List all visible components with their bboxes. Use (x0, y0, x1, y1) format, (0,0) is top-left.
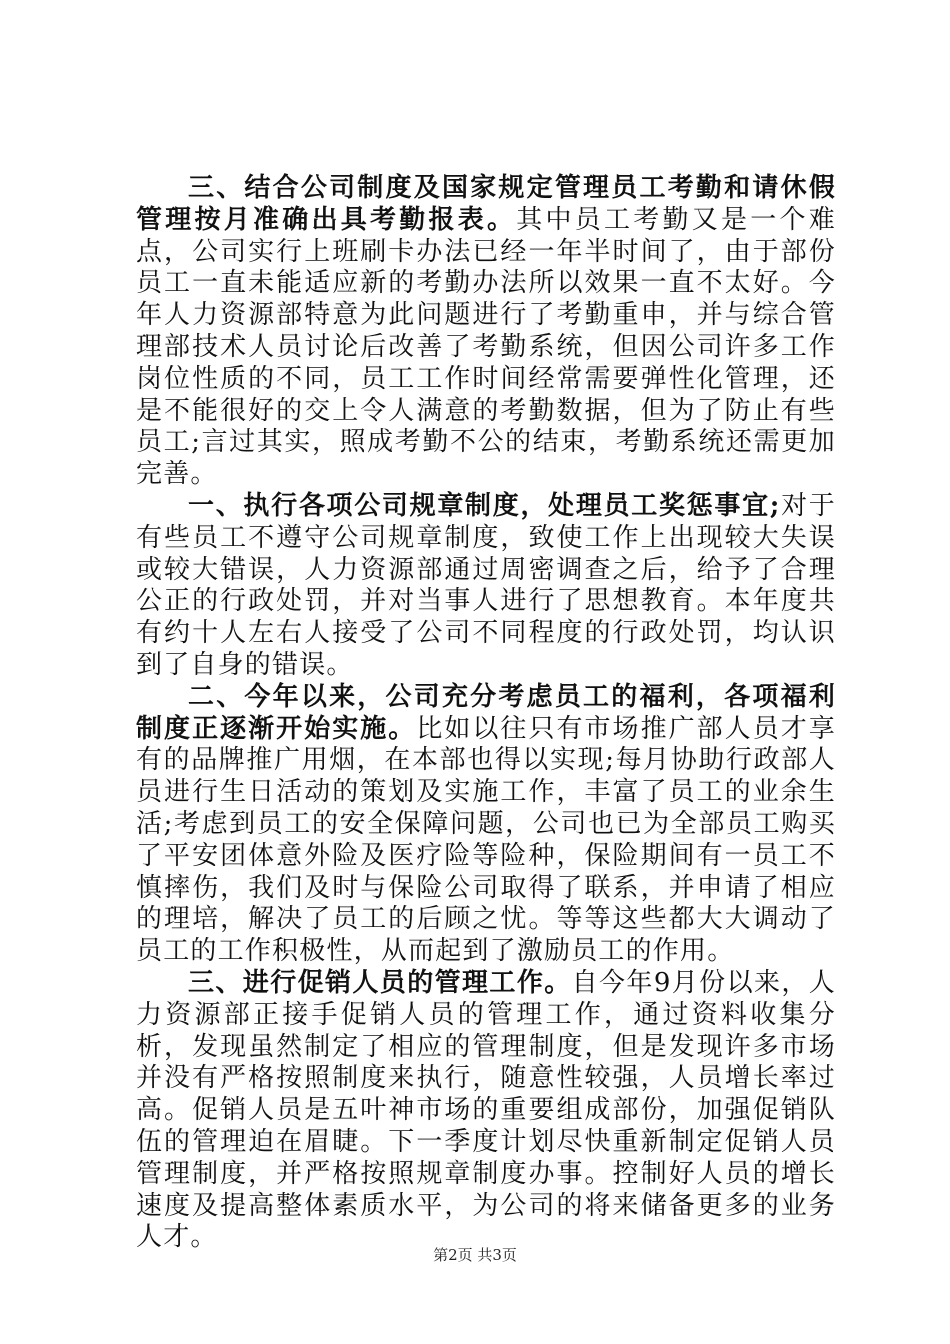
paragraph-text: 其中员工考勤又是一个难点，公司实行上班刷卡办法已经一年半时间了，由于部份员工一直未能适应新的考勤办法所以效果一直不太好。今年人力资源部特意为此问题进行了考勤重申，并与综合管理部技术人员讨论后改善了考勤系统，但因公司许多工作岗位性质的不同，员工工作时间经常需要弹性化管理，还是不能很好的交上令人满意的考勤数据，但为了防止有些员工;言过其实，照成考勤不公的结束，考勤系统还需更加完善。 (136, 204, 836, 490)
paragraph-promotion-staff (136, 968, 836, 1254)
page-number-footer: 第2页 共3页 (433, 1246, 517, 1264)
paragraph-text: 对于有些员工不遵守公司规章制度，致使工作上出现较大失误或较大错误，人力资源部通过周密调查之后，给予了合理公正的行政处罚，并对当事人进行了思想教育。本年度共有约十人左右人接受了公司不同程度的行政处罚，均认识到了自身的错误。 (136, 490, 837, 680)
paragraph-heading: 三、进行促销人员的管理工作。 (188, 967, 572, 998)
paragraph-welfare (136, 682, 836, 968)
document-body (136, 173, 836, 1254)
paragraph-heading: 三、结合公司制度及国家规定管理员工考勤和请休假管理按月准确出具考勤报表。 (136, 173, 836, 235)
paragraph-text: 比如以往只有市场推广部人员才享有的品牌推广用烟，在本部也得以实现;每月协助行政部人员进行生日活动的策划及实施工作，丰富了员工的业余生活;考虑到员工的安全保障问题，公司也已为全部员工购买了平安团体意外险及医疗险等险种，保险期间有一员工不慎摔伤，我们及时与保险公司取得了联系，并申请了相应的理培，解决了员工的后顾之忧。等等这些都大大调动了员工的工作积极性，从而起到了激励员工的作用。 (136, 713, 836, 967)
paragraph-heading: 一、执行各项公司规章制度，处理员工奖惩事宜; (188, 490, 781, 521)
paragraph-attendance (136, 173, 836, 491)
paragraph-text: 自今年9月份以来，人力资源部正接手促销人员的管理工作，通过资料收集分析，发现虽然制定了相应的管理制度，但是发现许多市场并没有严格按照制度来执行，随意性较强，人员增长率过高。促销人员是五叶神市场的重要组成部份，加强促销队伍的管理迫在眉睫。下一季度计划尽快重新制定促销人员管理制度，并严格按照规章制度办事。控制好人员的增长速度及提高整体素质水平，为公司的将来储备更多的业务人才。 (136, 967, 836, 1253)
paragraph-heading: 二、今年以来，公司充分考虑员工的福利，各项福利制度正逐渐开始实施。 (136, 681, 836, 744)
paragraph-rules (136, 491, 836, 682)
